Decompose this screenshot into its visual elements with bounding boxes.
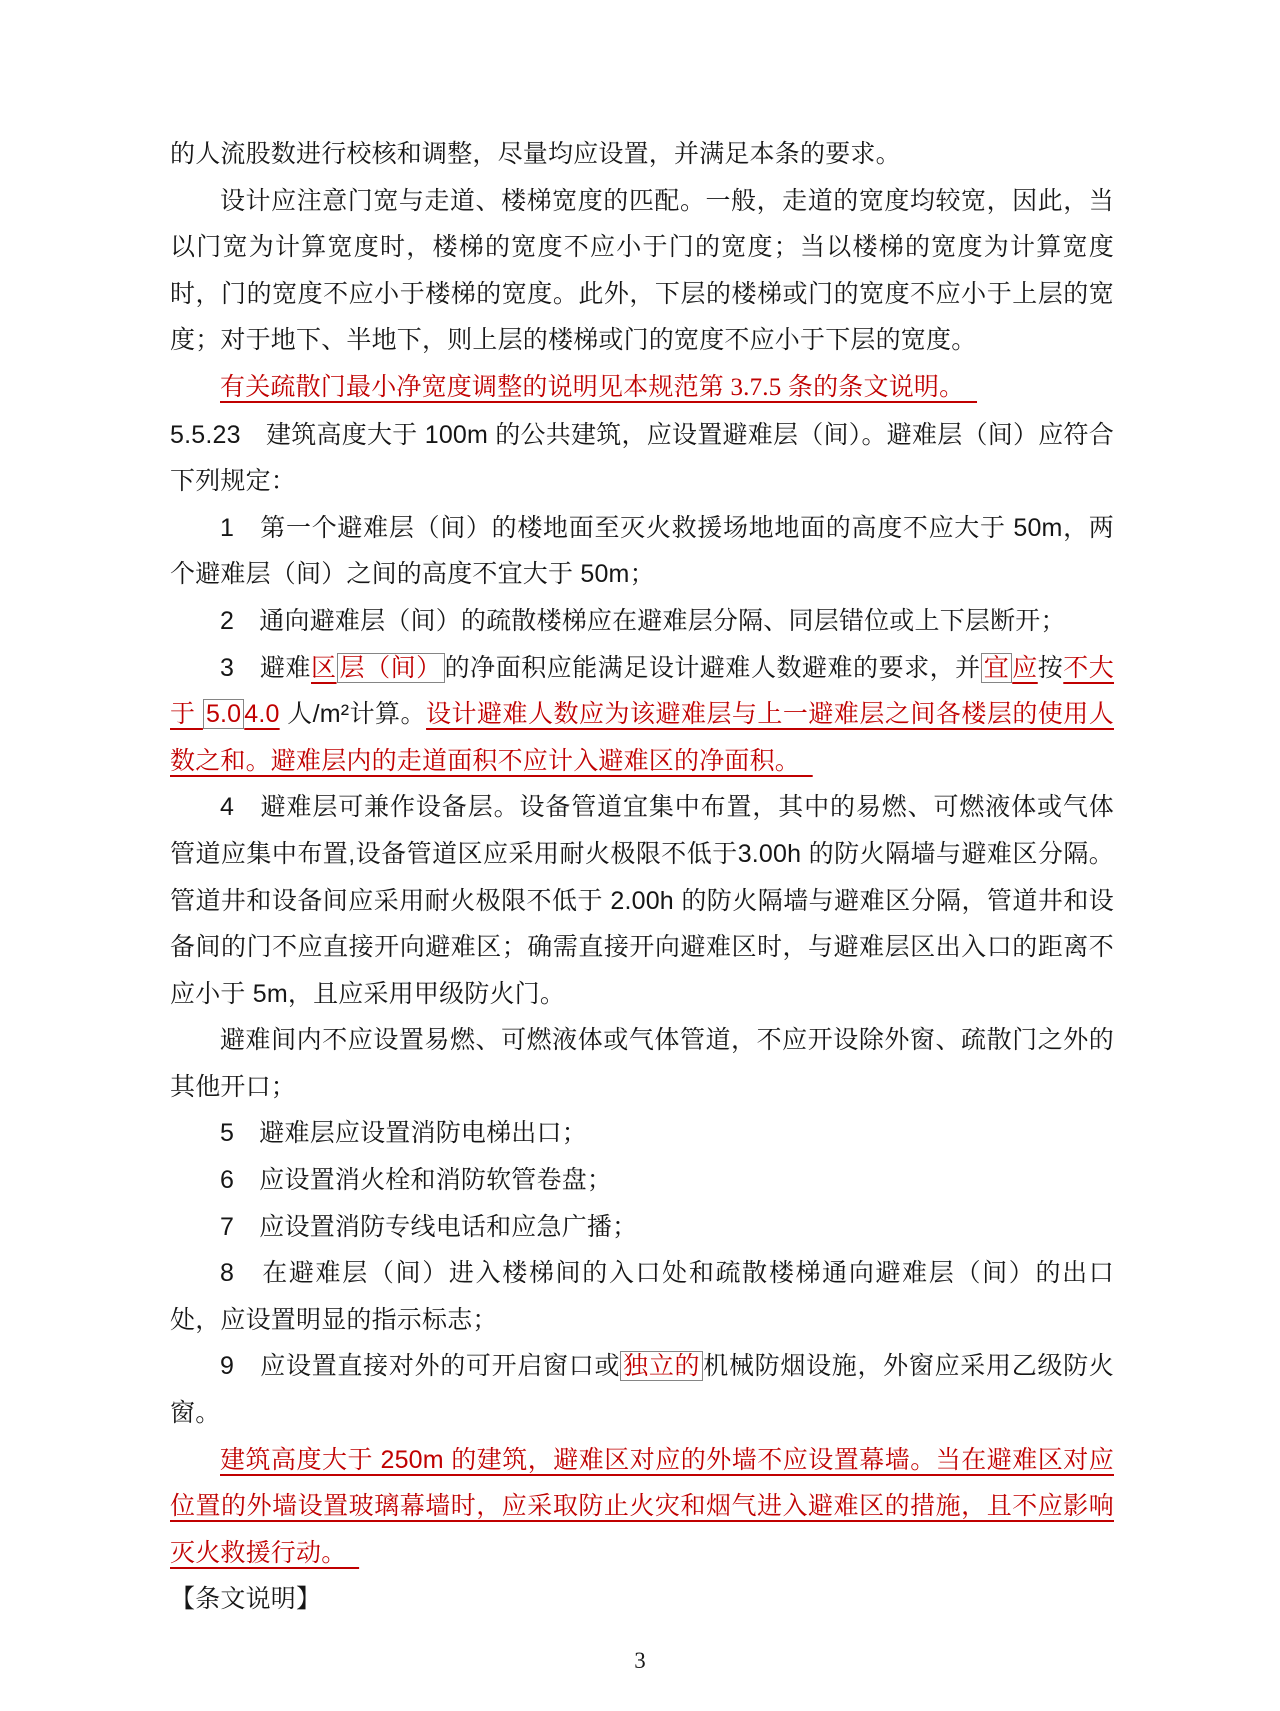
para-curtain-wall-revision (170, 1437, 1114, 1577)
text-run: 3 避难 (220, 653, 312, 682)
clause-item-9 (170, 1343, 1114, 1436)
deleted-text-run: 宜 (981, 653, 1013, 683)
clause-item-8: 8 在避难层（间）进入楼梯间的入口处和疏散楼梯通向避难层（间）的出口处，应设置明显的指示标志； (170, 1259, 1114, 1334)
inserted-text-run: 有关疏散门最小净宽度调整的说明见本规范第 3.7.5 条的条文说明。 (220, 373, 978, 401)
clause-item-4: 4 避难层可兼作设备层。设备管道宜集中布置，其中的易燃、可燃液体或气体管道应集中布置,设备管道区应采用耐火极限不低于3.00h 的防火隔墙与避难区分隔。管道井和设备间应采用耐火极限不低于 2.00h 的防火隔墙与避难区分隔，管道井和设备间的门不应直接开向避难区；确需直接开向避难区时，与避难层区出入口的距离不应小于 5m，且应采用甲级防火门。 (170, 793, 1114, 1008)
deleted-text-run: 层（间） (337, 653, 445, 683)
inserted-text-run: 应 (1012, 653, 1038, 682)
inserted-text-run: 4.0 (244, 700, 280, 729)
inserted-text-run: 设计避难人数应为该避难层与上一避难层之间各楼层的使用人数之和。避难层内的走道面积不应计入避难区的净面积。 (170, 700, 1114, 775)
deleted-text-run: 5.0 (203, 699, 244, 729)
para-refuge-room-openings: 避难间内不应设置易燃、可燃液体或气体管道，不应开设除外窗、疏散门之外的其他开口； (170, 1026, 1114, 1101)
page-number: 3 (634, 1648, 646, 1673)
clause-item-3 (170, 645, 1114, 785)
para-flow-check: 的人流股数进行校核和调整，尽量均应设置，并满足本条的要求。 (170, 141, 901, 168)
para-door-width-matching: 设计应注意门宽与走道、楼梯宽度的匹配。一般，走道的宽度均较宽，因此，当以门宽为计算宽度时，楼梯的宽度不应小于门的宽度；当以楼梯的宽度为计算宽度时，门的宽度不应小于楼梯的宽度。此外，下层的楼梯或门的宽度不应小于上层的宽度；对于地下、半地下，则上层的楼梯或门的宽度不应小于下层的宽度。 (170, 187, 1114, 355)
clause-item-7: 7 应设置消防专线电话和应急广播； (220, 1212, 638, 1241)
text-body (170, 132, 1114, 1623)
text-run: 9 应设置直接对外的可开启窗口或 (220, 1352, 621, 1381)
text-run: 的净面积应能满足设计避难人数避难的要求，并 (444, 653, 981, 682)
clause-item-2: 2 通向避难层（间）的疏散楼梯应在避难层分隔、同层错位或上下层断开； (220, 606, 1066, 635)
text-run: 按 (1037, 653, 1064, 682)
clause-5-5-23-intro: 5.5.23 建筑高度大于 100m 的公共建筑，应设置避难层（间）。避难层（间）应符合下列规定： (170, 420, 1114, 496)
revision-note-3-7-5 (170, 365, 1114, 412)
clause-item-6: 6 应设置消火栓和消防软管卷盘； (220, 1166, 613, 1195)
clause-item-1: 1 第一个避难层（间）的楼地面至灭火救援场地地面的高度不应大于 50m，两个避难层（间）之间的高度不宜大于 50m； (170, 513, 1114, 589)
inserted-text-run: 不大于 (170, 653, 1115, 729)
text-run: 人/m²计算。 (279, 700, 427, 729)
clause-item-5: 5 避难层应设置消防电梯出口； (220, 1119, 587, 1148)
text-run: 机械防烟设施，外窗应采用乙级防火窗。 (170, 1352, 1115, 1428)
explanation-section-label: 【条文说明】 (170, 1585, 322, 1614)
inserted-text-run: 区 (311, 653, 337, 682)
inserted-text-run: 建筑高度大于 250m 的建筑，避难区对应的外墙不应设置幕墙。当在避难区对应位置的外墙设置玻璃幕墙时，应采取防止火灾和烟气进入避难区的措施，且不应影响灭火救援行动。 (170, 1445, 1114, 1567)
deleted-text-run: 独立的 (620, 1351, 703, 1381)
